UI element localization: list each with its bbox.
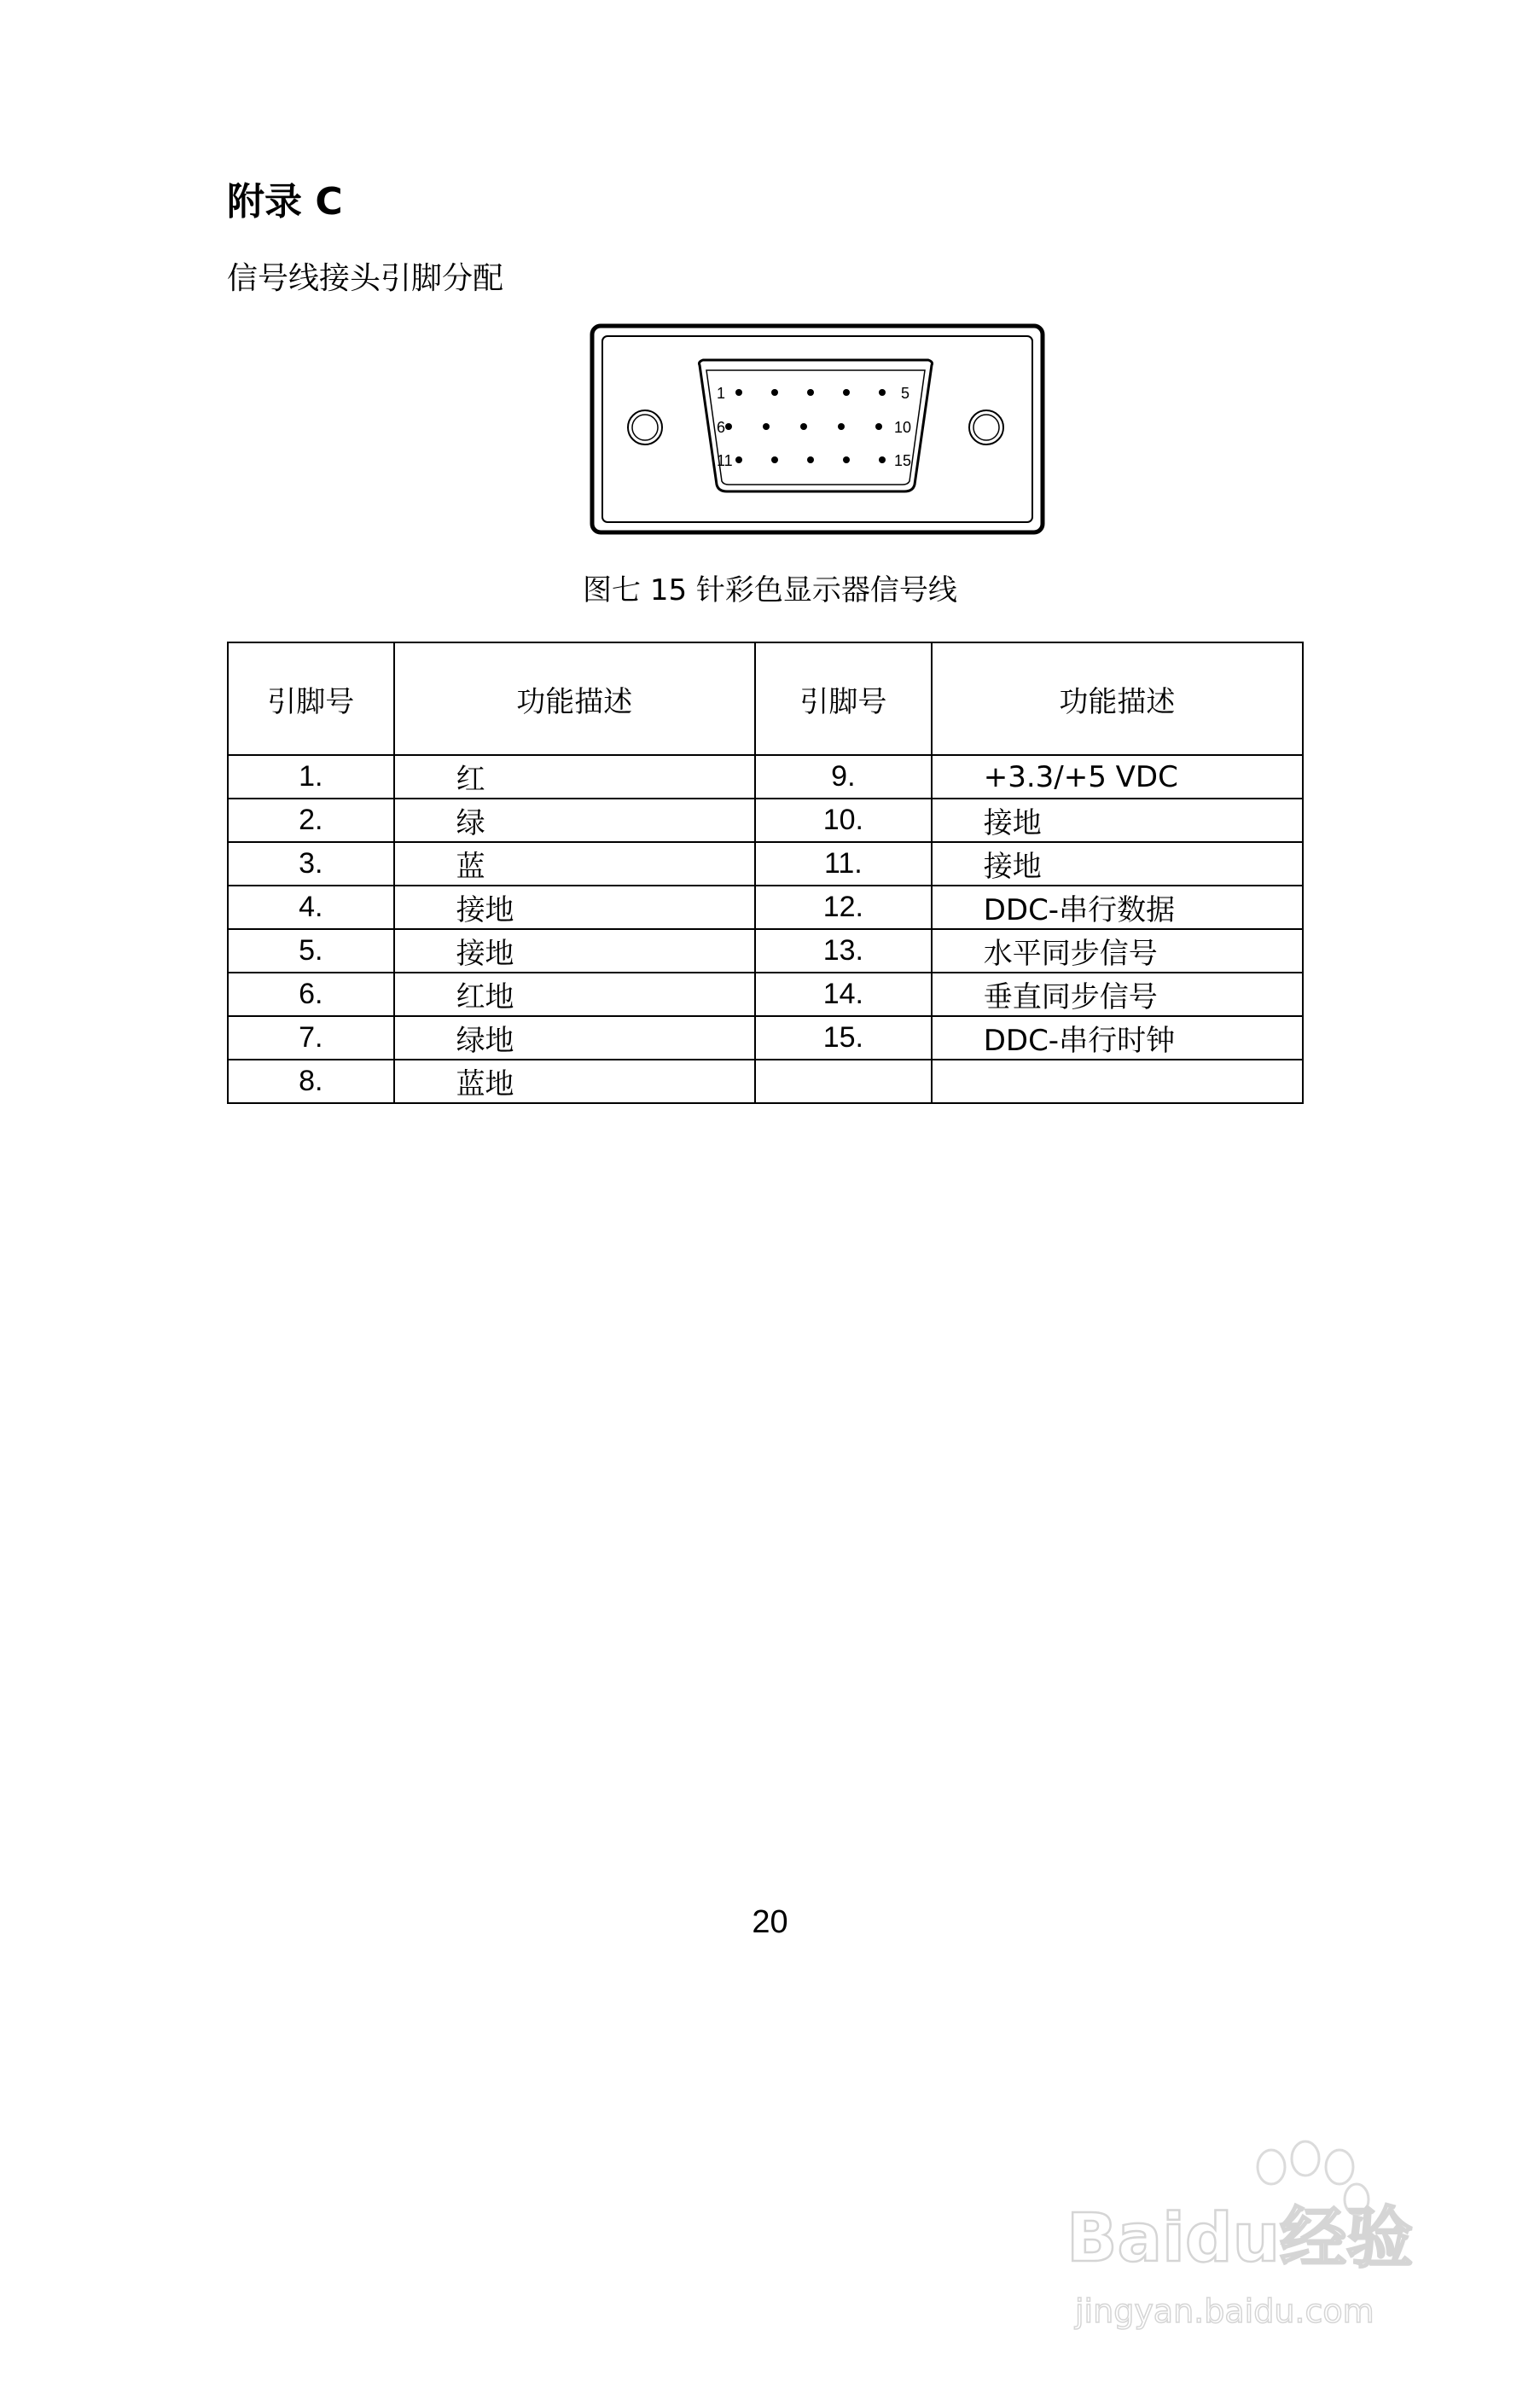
pin-number-cell: 7. [228, 1016, 394, 1060]
pin-label-11: 11 [717, 452, 733, 469]
pin-label-10: 10 [894, 419, 912, 436]
appendix-heading: 附录 C [227, 180, 343, 224]
table-row [228, 755, 1303, 799]
pin-dot [807, 389, 814, 396]
header-function: 功能描述 [394, 642, 755, 755]
pin-dot [843, 456, 850, 463]
watermark-url: jingyan.baidu.com [1075, 2292, 1374, 2330]
function-cell: 绿地 [394, 1016, 755, 1060]
pin-number-cell: 4. [228, 886, 394, 929]
function-cell: 接地 [394, 929, 755, 973]
pin-dot [807, 456, 814, 463]
figure-caption: 图七 15 针彩色显示器信号线 [583, 573, 957, 607]
pin-number-cell: 14. [755, 973, 932, 1016]
pin-number-cell: 12. [755, 886, 932, 929]
pin-dot [763, 423, 770, 430]
pin-dot [800, 423, 807, 430]
pin-assignment-table [227, 642, 1304, 1104]
function-cell: DDC-串行时钟 [932, 1016, 1303, 1060]
vga-connector-diagram [589, 322, 1046, 536]
pin-number-cell: 2. [228, 799, 394, 842]
section-subheading: 信号线接头引脚分配 [227, 261, 504, 296]
page-number: 20 [752, 1904, 788, 1940]
function-cell: 垂直同步信号 [932, 973, 1303, 1016]
function-cell: DDC-串行数据 [932, 886, 1303, 929]
header-pin-number: 引脚号 [228, 642, 394, 755]
pin-dot [735, 456, 742, 463]
function-cell: 接地 [932, 842, 1303, 886]
header-pin-number: 引脚号 [755, 642, 932, 755]
pin-label-1: 1 [717, 385, 726, 402]
function-cell: 水平同步信号 [932, 929, 1303, 973]
pin-dot [838, 423, 845, 430]
pin-number-cell: 13. [755, 929, 932, 973]
pin-number-cell [755, 1060, 932, 1103]
function-cell: 红 [394, 755, 755, 799]
table-row [228, 799, 1303, 842]
pin-number-cell: 3. [228, 842, 394, 886]
pin-label-15: 15 [894, 452, 912, 469]
function-cell: 接地 [932, 799, 1303, 842]
pin-dot [725, 423, 732, 430]
pin-number-cell: 11. [755, 842, 932, 886]
table-row [228, 929, 1303, 973]
pin-dot [771, 389, 778, 396]
pin-dot [879, 456, 886, 463]
table-row [228, 1060, 1303, 1103]
table-row [228, 842, 1303, 886]
pin-dot [875, 423, 882, 430]
function-cell: 蓝地 [394, 1060, 755, 1103]
pin-dot [879, 389, 886, 396]
pin-dots [725, 389, 886, 463]
table-row [228, 886, 1303, 929]
table-row [228, 1016, 1303, 1060]
pin-number-cell: 6. [228, 973, 394, 1016]
pin-number-cell: 9. [755, 755, 932, 799]
function-cell [932, 1060, 1303, 1103]
pin-number-cell: 10. [755, 799, 932, 842]
pin-number-cell: 15. [755, 1016, 932, 1060]
table-header-row [228, 642, 1303, 755]
function-cell: 红地 [394, 973, 755, 1016]
baidu-watermark-logo [1058, 2133, 1450, 2338]
pin-number-cell: 1. [228, 755, 394, 799]
pin-label-6: 6 [717, 419, 726, 436]
pin-number-cell: 5. [228, 929, 394, 973]
pin-dot [843, 389, 850, 396]
pin-label-5: 5 [901, 385, 910, 402]
pin-dot [771, 456, 778, 463]
function-cell: 接地 [394, 886, 755, 929]
pin-number-cell: 8. [228, 1060, 394, 1103]
pin-rows [228, 755, 1303, 1103]
function-cell: 蓝 [394, 842, 755, 886]
function-cell: 绿 [394, 799, 755, 842]
header-function: 功能描述 [932, 642, 1303, 755]
function-cell: +3.3/+5 VDC [932, 755, 1303, 799]
table-row [228, 973, 1303, 1016]
pin-dot [735, 389, 742, 396]
watermark-brand: Baidu经验 [1066, 2200, 1414, 2277]
